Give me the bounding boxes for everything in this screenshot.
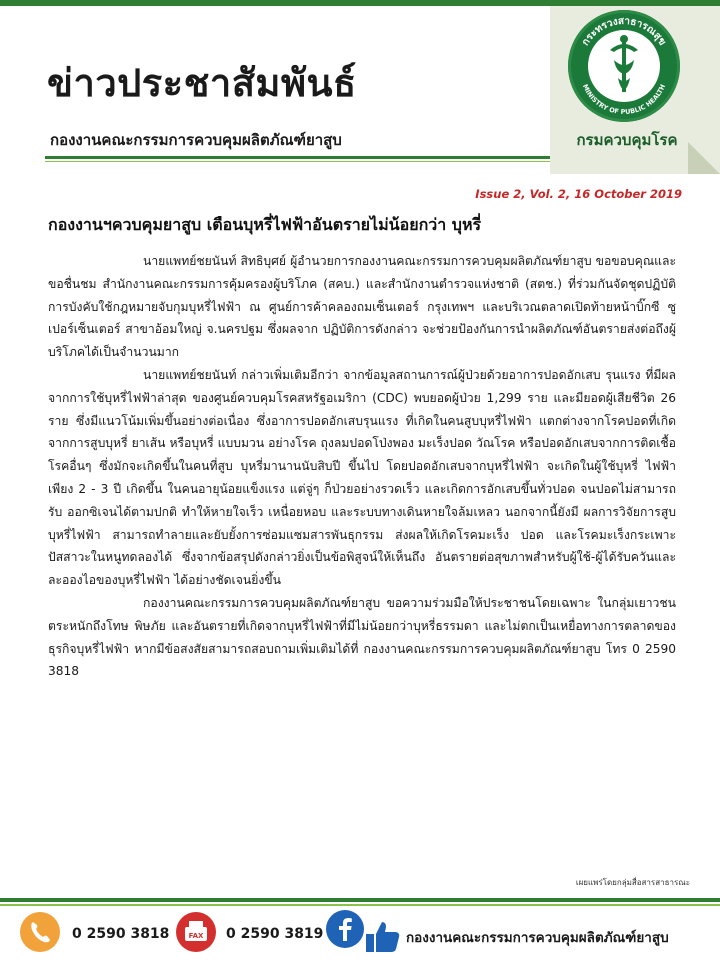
phone-icon xyxy=(20,912,60,952)
logo-ring-text-en: MINISTRY OF PUBLIC HEALTH xyxy=(580,83,668,117)
caduceus-icon xyxy=(588,30,660,102)
paragraph-1: นายแพทย์ชยนันท์ สิทธิบุศย์ ผู้อำนวยการกองงานคณะกรรมการควบคุมผลิตภัณฑ์ยาสูบ ขอขอบคุณและขอชื่นชม สำนักงานคณะกรรมการคุ้มครองผู้บริโภค (สคบ.) และสำนักงานตำรวจแห่งชาติ (สตช.) ที่ร่วมกันจัดชุดปฏิบัติการบังคับใช้กฎหมายจับกุมบุหรี่ไฟฟ้า ณ ศูนย์การค้าคลองถมเซ็นเตอร์ กรุงเทพฯ และบริเวณตลาดเปิดท้ายหน้าบิ๊กซี ซูเปอร์เซ็นเตอร์ สาขาอ้อมใหญ่ จ.นครปฐม ซึ่งผลจาก ปฏิบัติการดังกล่าว จะช่วยป้องกันการนำผลิตภัณฑ์อันตรายส่งต่อถึงผู้บริโภคได้เป็นจำนวนมาก xyxy=(48,254,676,360)
facebook-icon xyxy=(326,910,364,948)
publisher-credit: เผยแพร่โดยกลุ่มสื่อสารสาธารณะ xyxy=(575,878,690,887)
article-body xyxy=(48,250,676,683)
page-curl xyxy=(688,142,720,174)
page-title: ข่าวประชาสัมพันธ์ xyxy=(47,61,357,105)
header-divider xyxy=(45,156,553,159)
paragraph-3: กองงานคณะกรรมการควบคุมผลิตภัณฑ์ยาสูบ ขอความร่วมมือให้ประชาชนโดยเฉพาะ ในกลุ่มเยาวชนตระหนักถึงโทษ พิษภัย และอันตรายที่เกิดจากบุหรี่ไฟฟ้าที่มีไม่น้อยกว่าบุหรี่ธรรมดา และไม่ตกเป็นเหยื่อทางการตลาดของธุรกิจบุหรี่ไฟฟ้า หากมีข้อสงสัยสามารถสอบถามเพิ่มเติมได้ที่ กองงานคณะกรรมการควบคุมผลิตภัณฑ์ยาสูบ โทร 0 2590 3818 xyxy=(48,595,676,679)
like-icon xyxy=(362,918,402,954)
footer-divider-light xyxy=(0,904,720,906)
logo-emblem xyxy=(588,30,660,102)
issue-info: Issue 2, Vol. 2, 16 October 2019 xyxy=(475,187,682,201)
fax-icon xyxy=(176,912,216,952)
fax-label: FAX xyxy=(188,932,204,940)
header-divider-light xyxy=(45,161,553,162)
article-headline: กองงานฯควบคุมยาสูบ เตือนบุหรี่ไฟฟ้าอันตรายไม่น้อยกว่า บุหรี่ xyxy=(48,215,482,234)
department-label: กรมควบคุมโรค xyxy=(576,131,678,149)
fax-number[interactable]: 0 2590 3819 xyxy=(226,926,324,942)
phone-number[interactable]: 0 2590 3818 xyxy=(72,926,170,942)
facebook-page-name[interactable]: กองงานคณะกรรมการควบคุมผลิตภัณฑ์ยาสูบ xyxy=(406,930,669,946)
logo-ring-text-thai: กระทรวงสาธารณสุข xyxy=(580,15,668,48)
paragraph-2: นายแพทย์ชยนันท์ กล่าวเพิ่มเติมอีกว่า จากข้อมูลสถานการณ์ผู้ป่วยด้วยอาการปอดอักเสบ รุนแรง ที่มีผลจากการใช้บุหรี่ไฟฟ้าล่าสุด ของศูนย์ควบคุมโรคสหรัฐอเมริกา (CDC) พบยอดผู้ป่วย 1,299 ราย และมียอดผู้เสียชีวิต 26 ราย ซึ่งมีแนวโน้มเพิ่มขึ้นอย่างต่อเนื่อง ซึ่งอาการปอดอักเสบรุนแรง ที่เกิดในคนสูบบุหรี่ไฟฟ้า แตกต่างจากโรคปอดที่เกิดจากการสูบบุหรี่ ยาเส้น หรือบุหรี่ แบบมวน อย่างโรค ถุงลมปอดโป่งพอง มะเร็งปอด วัณโรค หรือปอดอักเสบจากการติดเชื้อโรคอื่นๆ ซึ่งมักจะเกิดขึ้นในคนที่สูบ บุหรี่มานานนับสิบปี ขึ้นไป โดยปอดอักเสบจากบุหรี่ไฟฟ้า จะเกิดในผู้ใช้บุหรี่ ไฟฟ้าเพียง 2 - 3 ปี เกิดขึ้น ในคนอายุน้อยแข็งแรง แต่จู่ๆ ก็ป่วยอย่างรวดเร็ว และเกิดการอักเสบขึ้นทั่วปอด จนปอดไม่สามารถรับ ออกซิเจนได้ตามปกติ ทำให้หายใจเร็ว เหนื่อยหอบ และระบบทางเดินหายใจล้มเหลว นอกจากนี้ยังมี ผลการวิจัยการสูบบุหรี่ไฟฟ้า สามารถทำลายและยับยั้งการซ่อมแซมสารพันธุกรรม ส่งผลให้เกิดโรคมะเร็ง ปอด และโรคมะเร็งกระเพาะปัสสาวะในหนูทดลองได้ ซึ่งจากข้อสรุปดังกล่าวยิ่งเป็นข้อพิสูจน์ให้เห็นถึง อันตรายต่อสุขภาพสำหรับผู้ใช้-ผู้ได้รับควันและละอองไอของบุหรี่ไฟฟ้า ได้อย่างชัดเจนยิ่งขึ้น xyxy=(48,367,676,588)
page-subtitle: กองงานคณะกรรมการควบคุมผลิตภัณฑ์ยาสูบ xyxy=(50,131,342,149)
footer-divider xyxy=(0,898,720,902)
